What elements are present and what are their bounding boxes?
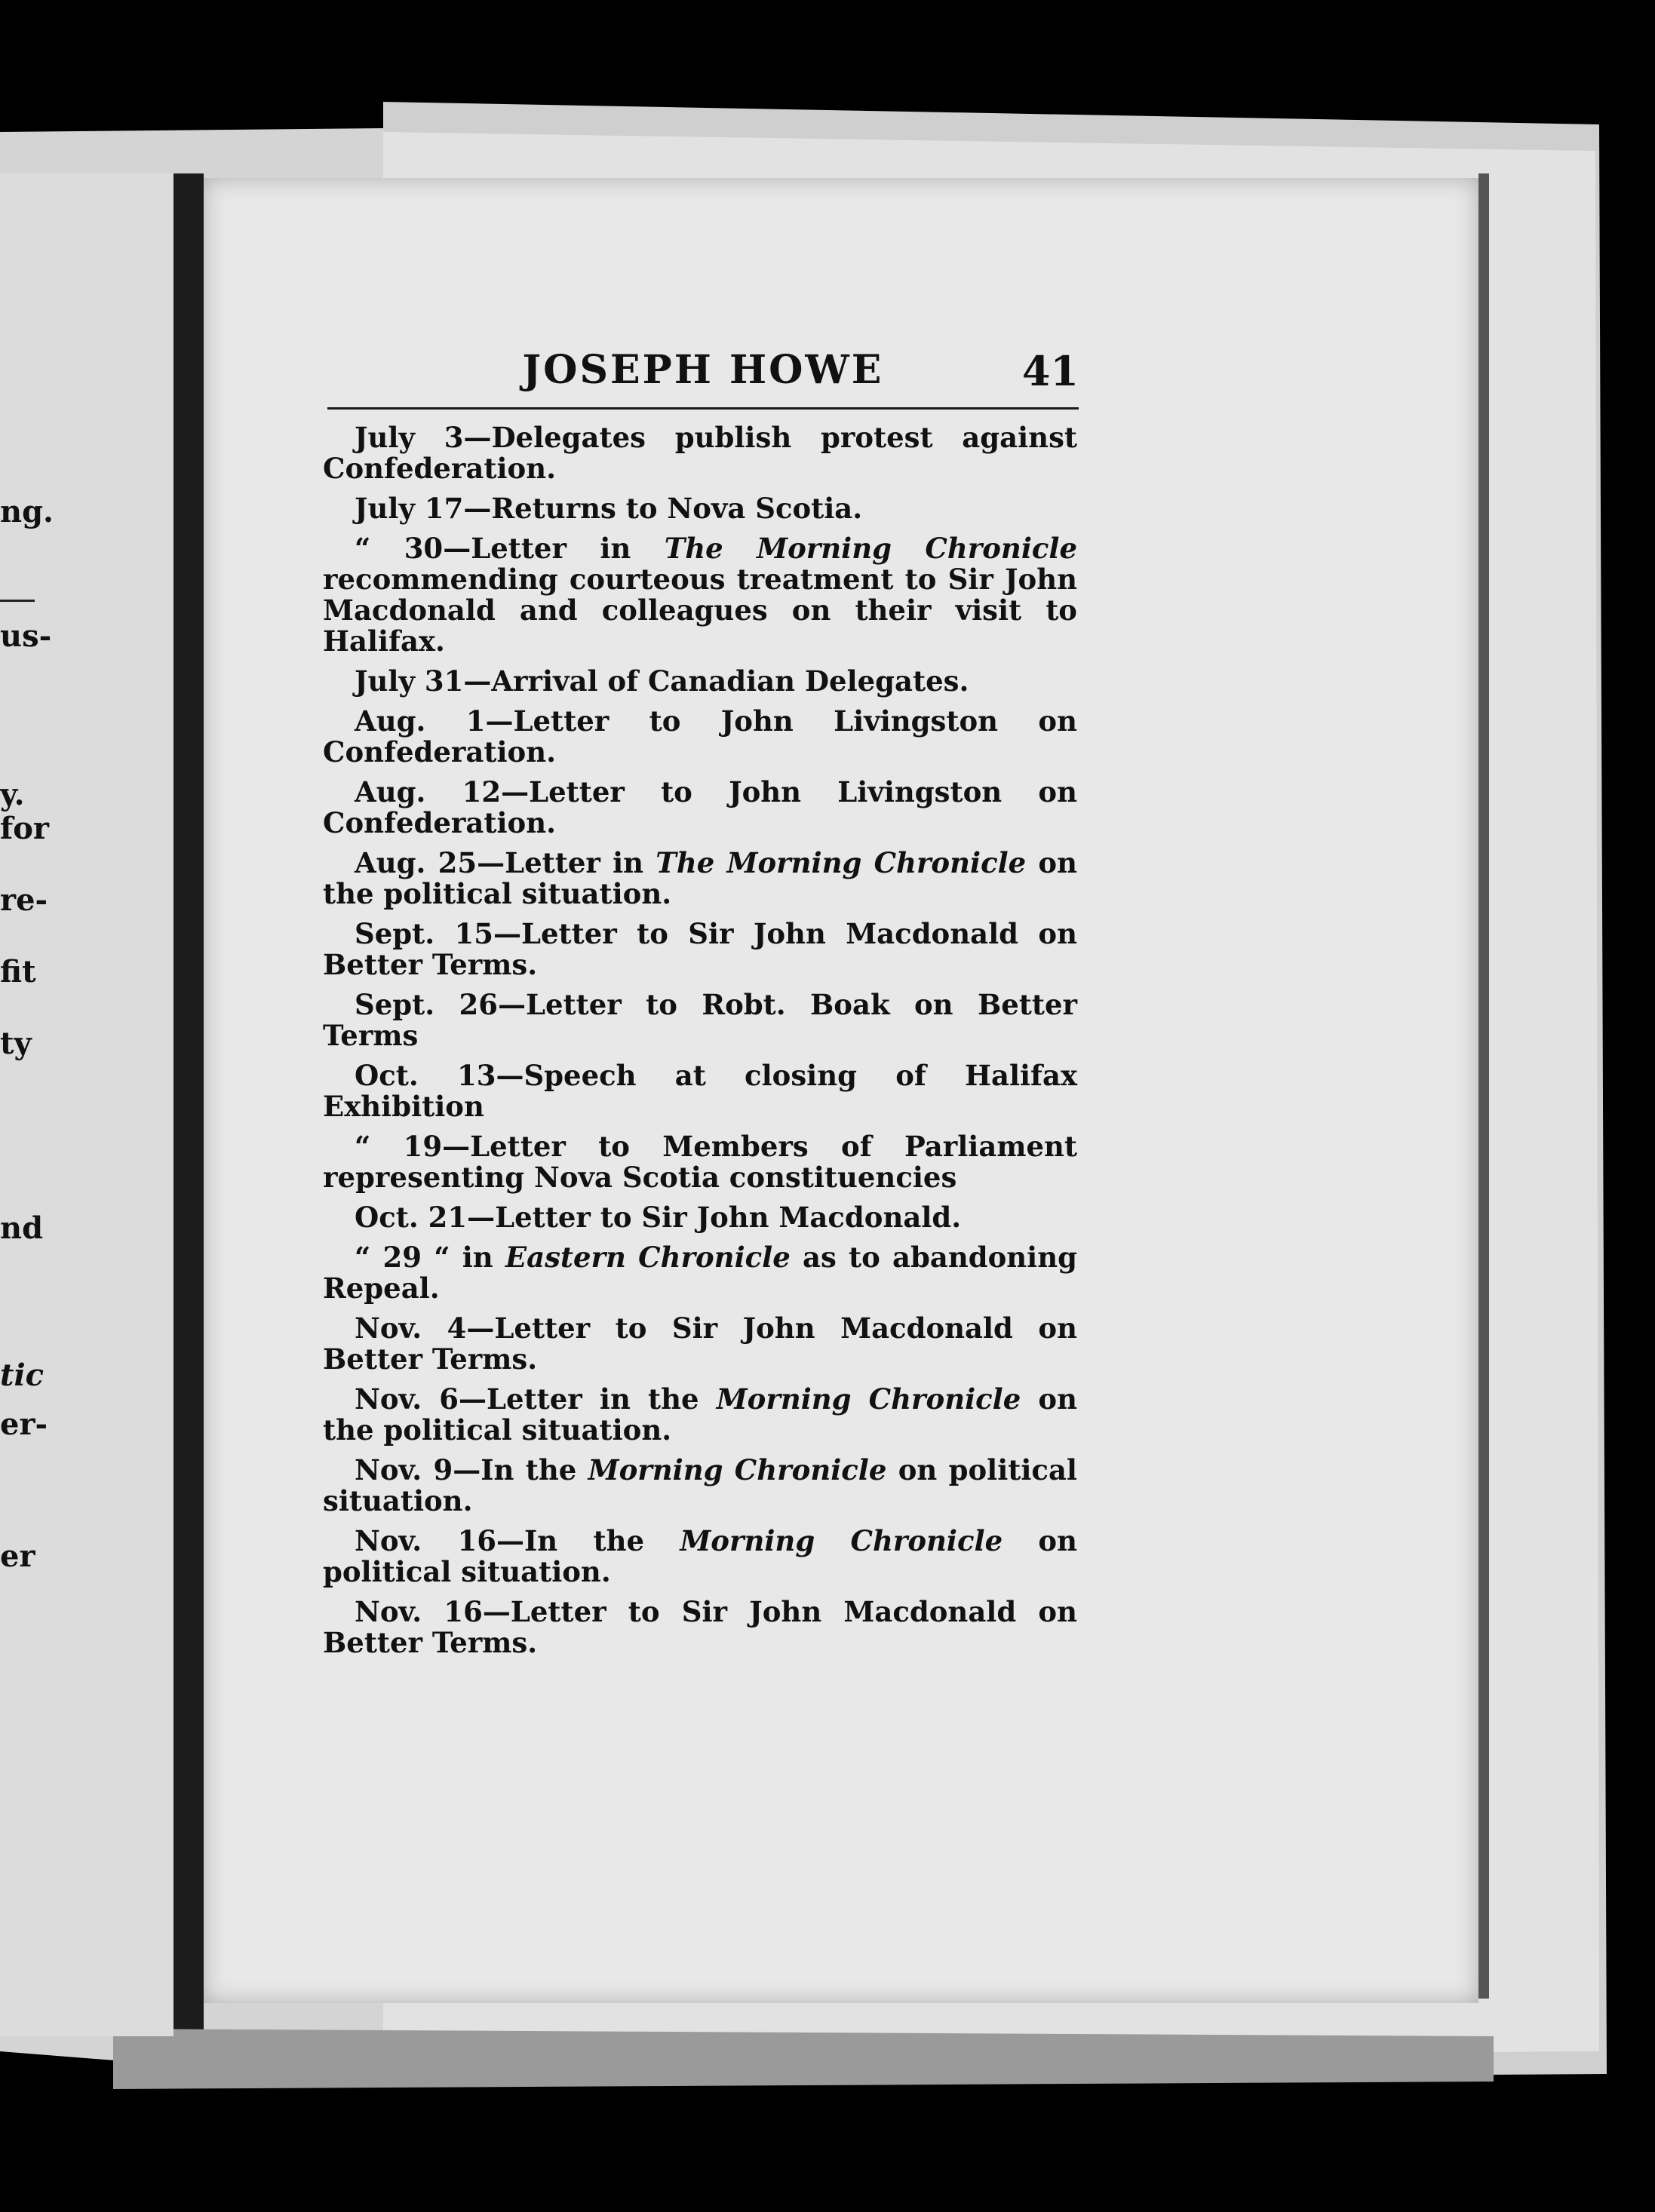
entry-publication: Morning Chronicle [716, 1382, 1021, 1416]
entry-date: Aug. 25 [355, 846, 477, 879]
entry-date: Sept. 26 [355, 988, 498, 1021]
chronology-entry [323, 1060, 1077, 1122]
entry-text: —Letter to John Livingston on Confederation. [323, 775, 1077, 839]
chronology-entry [323, 1242, 1077, 1304]
entry-date: July 31 [355, 664, 464, 698]
entry-date: Sept. 15 [355, 917, 493, 950]
entry-text: —Letter to Sir John Macdonald on Better Terms. [323, 917, 1077, 981]
facing-page-fragment: re- [0, 882, 48, 918]
facing-page-fragment: y. [0, 777, 25, 812]
chronology-entry [323, 1526, 1077, 1588]
chronology-entry [323, 666, 1077, 697]
entry-text: “ in [422, 1241, 505, 1274]
entry-text: on political situation. [323, 1453, 1077, 1517]
entry-text: —Letter in [443, 532, 665, 565]
running-head [327, 347, 1079, 407]
entry-date: Aug. 1 [355, 704, 486, 738]
entry-text: —Letter in the [459, 1382, 717, 1416]
entry-text: —Arrival of Canadian Delegates. [463, 664, 969, 698]
facing-page-fragment: er [0, 1539, 35, 1574]
facing-page-fragment: tic [0, 1358, 45, 1393]
entry-date: Nov. 16 [355, 1524, 496, 1557]
entry-date: July 3 [355, 421, 464, 454]
entry-text: —In the [453, 1453, 588, 1486]
entry-publication: The Morning Chronicle [656, 846, 1027, 879]
facing-page-fragment: us- [0, 618, 52, 654]
page-number: 41 [1021, 347, 1079, 395]
chronology-entry [323, 848, 1077, 910]
facing-page-fragment: er- [0, 1407, 48, 1442]
entry-text: —Delegates publish protest against Confederation. [323, 421, 1077, 485]
entry-text: on the political situation. [323, 846, 1078, 910]
entry-date: Oct. 13 [355, 1059, 496, 1092]
entry-text: —Letter to Sir John Macdonald on Better Terms. [323, 1595, 1077, 1659]
header-rule [327, 407, 1079, 410]
entry-publication: The Morning Chronicle [664, 532, 1078, 565]
entry-date: “ 19 [355, 1130, 443, 1163]
facing-page-fragment: fit [0, 954, 36, 989]
entry-text: —Returns to Nova Scotia. [463, 492, 863, 525]
entry-date: “ 29 [355, 1241, 422, 1274]
facing-page-fragment: ty [0, 1026, 32, 1061]
entry-text: —Letter to Sir John Macdonald. [467, 1201, 962, 1234]
entry-publication: Morning Chronicle [588, 1453, 887, 1486]
chronology-entry [323, 1597, 1077, 1658]
chronology-entry [323, 1313, 1077, 1375]
facing-page-fragment: for [0, 811, 49, 846]
entry-text: as to abandoning Repeal. [323, 1241, 1077, 1305]
entry-text: —Letter to Members of Parliament representing Nova Scotia constituencies [323, 1130, 1078, 1194]
entry-publication: Morning Chronicle [680, 1524, 1003, 1557]
chronology-entry [323, 1202, 1077, 1233]
entry-date: Nov. 16 [355, 1595, 483, 1628]
facing-page-rule [0, 600, 35, 602]
entry-text: —Letter in [477, 846, 656, 879]
entry-publication: Eastern Chronicle [505, 1241, 791, 1274]
entry-text: —In the [496, 1524, 680, 1557]
entry-date: Oct. 21 [355, 1201, 468, 1234]
entry-text: on the political situation. [323, 1382, 1077, 1447]
chronology-entry [323, 422, 1077, 484]
facing-page [0, 173, 173, 2036]
entry-text: —Speech at closing of Halifax Exhibition [323, 1059, 1078, 1123]
entry-date: “ 30 [355, 532, 444, 565]
facing-page-fragment: nd [0, 1210, 44, 1246]
entry-text: —Letter to Sir John Macdonald on Better Terms. [323, 1312, 1077, 1376]
entry-text: on political situation. [323, 1524, 1078, 1588]
entry-date: Nov. 9 [355, 1453, 453, 1486]
chronology-entry [323, 706, 1077, 768]
running-head-title: JOSEPH HOWE [522, 347, 884, 393]
entry-text: recommending courteous treatment to Sir John Macdonald and colleagues on their visit to Halifax. [323, 563, 1077, 658]
entry-date: Nov. 6 [355, 1382, 459, 1416]
chronology-list [323, 422, 1077, 1667]
chronology-entry [323, 533, 1077, 657]
chronology-entry [323, 777, 1077, 839]
chronology-entry [323, 989, 1077, 1051]
chronology-entry [323, 493, 1077, 524]
entry-date: Aug. 12 [355, 775, 502, 808]
entry-date: July 17 [355, 492, 464, 525]
chronology-entry [323, 1455, 1077, 1517]
chronology-entry [323, 919, 1077, 980]
chronology-entry [323, 1384, 1077, 1446]
chronology-entry [323, 1131, 1077, 1193]
facing-page-fragment: ng. [0, 494, 54, 529]
entry-text: —Letter to Robt. Boak on Better Terms [323, 988, 1077, 1052]
entry-text: —Letter to John Livingston on Confederation. [323, 704, 1077, 769]
entry-date: Nov. 4 [355, 1312, 467, 1345]
